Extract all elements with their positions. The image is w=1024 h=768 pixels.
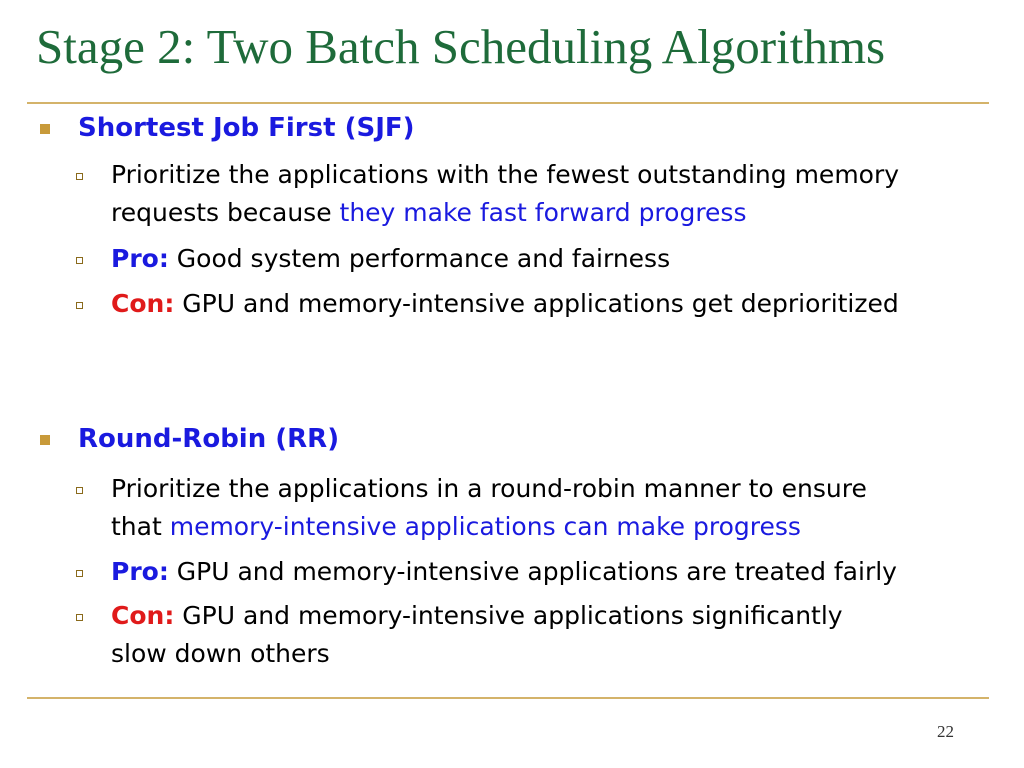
sjf-highlight: they make fast forward progress [339,198,747,227]
rr-bullet-line-2 [111,508,867,546]
sjf-con-text: GPU and memory-intensive applications get deprioritized [174,289,899,318]
sjf-pro-label: Pro: [111,244,169,273]
hollow-square-bullet-icon [76,487,83,494]
sjf-bullet-line-2 [111,194,899,232]
hollow-square-bullet-icon [76,257,83,264]
hollow-square-bullet-icon [76,173,83,180]
sjf-heading: Shortest Job First (SJF) [78,113,415,143]
rr-bullet-text: that [111,512,170,541]
hollow-square-bullet-icon [76,614,83,621]
title-divider [27,102,989,104]
rr-bullet-line-1: Prioritize the applications in a round-robin manner to ensure [111,474,867,503]
hollow-square-bullet-icon [76,302,83,309]
sjf-bullet-line-1: Prioritize the applications with the fewest outstanding memory [111,160,900,189]
sjf-bullet-text: requests because [111,198,340,227]
rr-con-text: GPU and memory-intensive applications significantly [174,601,843,630]
slide-title: Stage 2: Two Batch Scheduling Algorithms [36,19,886,74]
rr-con-line-1 [111,597,843,635]
rr-con-label: Con: [111,601,175,630]
hollow-square-bullet-icon [76,570,83,577]
sjf-pro-text: Good system performance and fairness [168,244,671,273]
rr-highlight: memory-intensive applications can make progress [169,512,801,541]
page-number: 22 [937,722,954,741]
rr-con-line-2: slow down others [111,639,330,668]
square-bullet-icon [40,124,50,134]
rr-heading: Round-Robin (RR) [78,424,340,454]
rr-pro-label: Pro: [111,557,169,586]
square-bullet-icon [40,435,50,445]
sjf-con-label: Con: [111,289,175,318]
footer-divider [27,697,989,699]
rr-pro-text: GPU and memory-intensive applications are treated fairly [168,557,897,586]
